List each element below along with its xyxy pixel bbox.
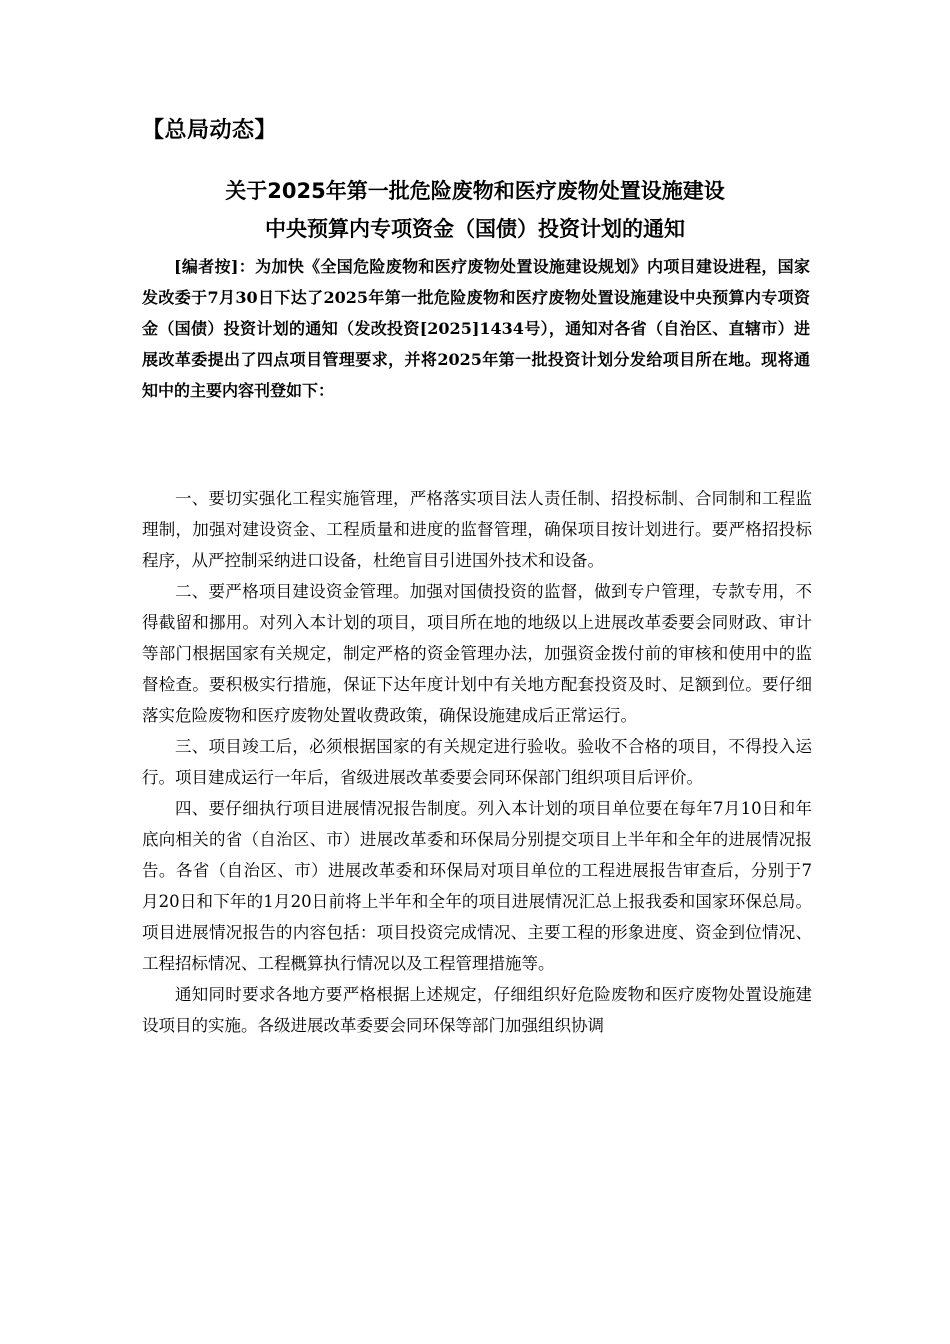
paragraph-1: 一、要切实强化工程实施管理，严格落实项目法人责任制、招投标制、合同制和工程监理制，加强对建设资金、工程质量和进度的监督管理，确保项目按计划进行。要严格招投标程序，从严控制采纳进口设备，杜绝盲目引进国外技术和设备。 [142,489,812,570]
body-text [142,483,812,1041]
paragraph-4: 四、要仔细执行项目进展情况报告制度。列入本计划的项目单位要在每年7月10日和年底向相关的省（自治区、市）进展改革委和环保局分别提交项目上半年和全年的进展情况报告。各省（自治区、市）进展改革委和环保局对项目单位的工程进展报告审查后，分别于7月20日和下年的1月20日前将上半年和全年的项目进展情况汇总上报我委和国家环保总局。项目进展情况报告的内容包括：项目投资完成情况、主要工程的形象进度、资金到位情况、工程招标情况、工程概算执行情况以及工程管理措施等。 [142,799,812,973]
paragraph-2: 二、要严格项目建设资金管理。加强对国债投资的监督，做到专户管理，专款专用，不得截留和挪用。对列入本计划的项目，项目所在地的地级以上进展改革委要会同财政、审计等部门根据国家有关规定，制定严格的资金管理办法，加强资金拨付前的审核和使用中的监督检查。要积极实行措施，保证下达年度计划中有关地方配套投资及时、足额到位。要仔细落实危险废物和医疗废物处置收费政策，确保设施建成后正常运行。 [142,582,812,725]
title-line-1: 关于2025年第一批危险废物和医疗废物处置设施建设 [225,179,725,203]
section-tag: 【总局动态】 [142,118,278,143]
editor-note: [编者按]：为加快《全国危险废物和医疗废物处置设施建设规划》内项目建设进程，国家发改委于7月30日下达了2025年第一批危险废物和医疗废物处置设施建设中央预算内专项资金（国债）投资计划的通知（发改投资[2025]1434号），通知对各省（自治区、直辖市）进展改革委提出了四点项目管理要求，并将2025年第一批投资计划分发给项目所在地。现将通知中的主要内容刊登如下： [142,257,810,400]
paragraph-5: 通知同时要求各地方要严格根据上述规定，仔细组织好危险废物和医疗废物处置设施建设项目的实施。各级进展改革委要会同环保等部门加强组织协调 [142,985,812,1035]
paragraph-3: 三、项目竣工后，必须根据国家的有关规定进行验收。验收不合格的项目，不得投入运行。项目建成运行一年后，省级进展改革委要会同环保部门组织项目后评价。 [142,737,812,787]
title-line-2: 中央预算内专项资金（国债）投资计划的通知 [265,217,685,241]
